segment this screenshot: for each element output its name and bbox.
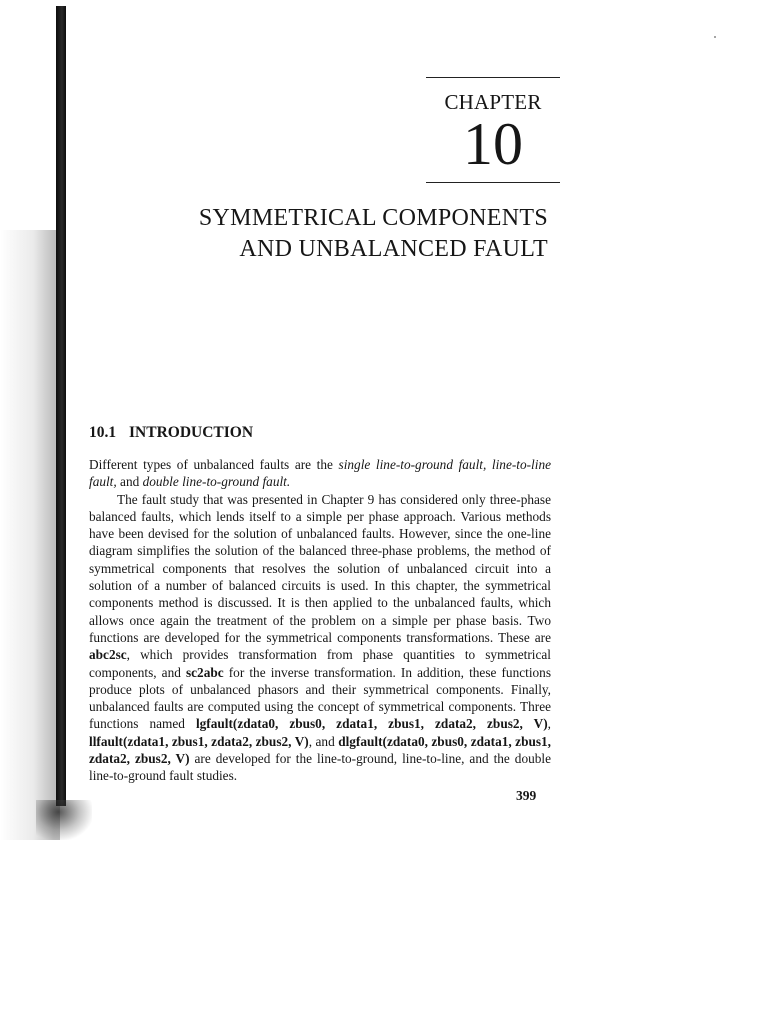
binding-shadow-foot xyxy=(36,800,92,840)
paragraph: The fault study that was presented in Chapter 9 has considered only three-phase balanced faults, which lends itself to a simple per phase approach. Various methods have been devised for the solution of unbalanced faults. However, since the one-line diagram simplifies the solution of the balanced three-phase problems, the method of symmetrical components that resolves the solution of unbalanced circuit into a solution of a number of balanced circuits is used. In this chapter, the symmetrical components method is discussed. It is then applied to the unbalanced faults, which allows once again the treatment of the problem on a simple per phase basis. Two functions are developed for the symmetrical components transformations. These are abc2sc, which provides transformation from phase quantities to symmetrical components, and sc2abc for the inverse transformation. In addition, these functions produce plots of unbalanced phasors and their symmetrical components. Finally, unbalanced faults are computed using the concept of symmetrical components. Three functions named lgfault(zdata0, zbus0, zdata1, zbus1, zdata2, zbus2, V), llfault(zdata1, zbus1, zdata2, zbus2, V), and dlgfault(zdata0, zbus0, zdata1, zbus1, zdata2, zbus2, V) are developed for the line-to-ground, line-to-line, and the double line-to-ground fault studies. xyxy=(89,491,552,784)
chapter-title-line-1: SYMMETRICAL COMPONENTS xyxy=(198,205,548,231)
chapter-title-line-2: AND UNBALANCED FAULT xyxy=(239,236,548,262)
chapter-number: 10 xyxy=(463,111,523,177)
section-heading xyxy=(89,424,253,442)
page-number: 399 xyxy=(516,788,537,803)
chapter-label: CHAPTER xyxy=(444,90,542,114)
paragraph: Different types of unbalanced faults are the single line-to-ground fault, line-to-line fault, and double line-to-ground fault. xyxy=(89,457,551,490)
body-text xyxy=(89,456,551,785)
scan-speck xyxy=(714,36,716,38)
binding-shadow xyxy=(0,230,60,840)
section-title: INTRODUCTION xyxy=(129,424,254,441)
binding-edge xyxy=(56,6,66,806)
chapter-rule-bottom xyxy=(426,182,560,183)
chapter-rule-top xyxy=(426,77,560,78)
section-number: 10.1 xyxy=(89,424,117,441)
